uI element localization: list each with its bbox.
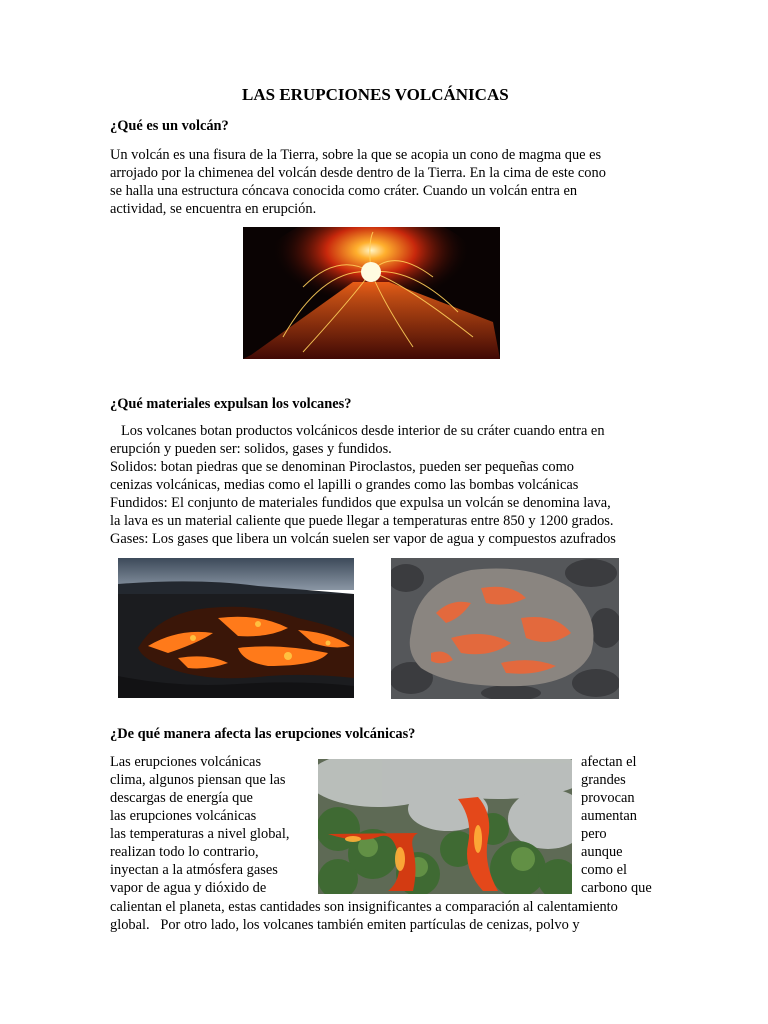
lava-forest-image — [318, 759, 572, 894]
paragraph-line: clima, algunos piensan que las — [110, 772, 286, 788]
paragraph-line: global. Por otro lado, los volcanes también emiten partículas de cenizas, polvo y — [110, 917, 580, 933]
volcanic-rock-image — [391, 558, 619, 699]
paragraph-line: arrojado por la chimenea del volcán desde dentro de la Tierra. En la cima de este cono — [110, 165, 606, 181]
section-heading-materials: ¿Qué materiales expulsan los volcanes? — [110, 396, 352, 412]
paragraph-line: se halla una estructura cóncava conocida como cráter. Cuando un volcán entra en — [110, 183, 578, 199]
volcano-eruption-image — [243, 227, 500, 359]
paragraph-line: Gases: Los gases que libera un volcán suelen ser vapor de agua y compuestos azufrados — [110, 531, 616, 547]
paragraph-line: actividad, se encuentra en erupción. — [110, 201, 317, 217]
paragraph-line: afectan el — [581, 754, 637, 770]
paragraph-line: Solidos: botan piedras que se denominan Piroclastos, pueden ser pequeñas como — [110, 459, 574, 475]
page-title: LAS ERUPCIONES VOLCÁNICAS — [242, 85, 509, 104]
paragraph-line: las erupciones volcánicas — [110, 808, 257, 824]
paragraph-line: Las erupciones volcánicas — [110, 754, 262, 770]
paragraph-line: realizan todo lo contrario, — [110, 844, 259, 860]
paragraph-line: como el — [581, 862, 627, 878]
section-heading-effects: ¿De qué manera afecta las erupciones volcánicas? — [110, 726, 416, 742]
paragraph-line: cenizas volcánicas, medias como el lapilli o grandes como las bombas volcánicas — [110, 477, 579, 493]
paragraph-line: vapor de agua y dióxido de — [110, 880, 267, 896]
paragraph-line: aumentan — [581, 808, 637, 824]
paragraph-line: calientan el planeta, estas cantidades son insignificantes a comparación al calentamiento — [110, 899, 618, 915]
section-heading-what-is-volcano: ¿Qué es un volcán? — [110, 118, 229, 134]
paragraph-line: la lava es un material caliente que puede llegar a temperaturas entre 850 y 1200 grados. — [110, 513, 614, 529]
paragraph-line: provocan — [581, 790, 635, 806]
paragraph-line: inyectan a la atmósfera gases — [110, 862, 278, 878]
paragraph-line: descargas de energía que — [110, 790, 253, 806]
paragraph-line: Los volcanes botan productos volcánicos desde interior de su cráter cuando entra en — [121, 423, 605, 439]
paragraph-line: pero — [581, 826, 607, 842]
lava-flow-image — [118, 558, 354, 698]
paragraph-line: erupción y pueden ser: solidos, gases y fundidos. — [110, 441, 392, 457]
paragraph-line: grandes — [581, 772, 626, 788]
paragraph-line: las temperaturas a nivel global, — [110, 826, 290, 842]
paragraph-line: carbono que — [581, 880, 652, 896]
paragraph-line: Un volcán es una fisura de la Tierra, sobre la que se acopia un cono de magma que es — [110, 147, 602, 163]
paragraph-line: aunque — [581, 844, 623, 860]
paragraph-line: Fundidos: El conjunto de materiales fundidos que expulsa un volcán se denomina lava, — [110, 495, 611, 511]
